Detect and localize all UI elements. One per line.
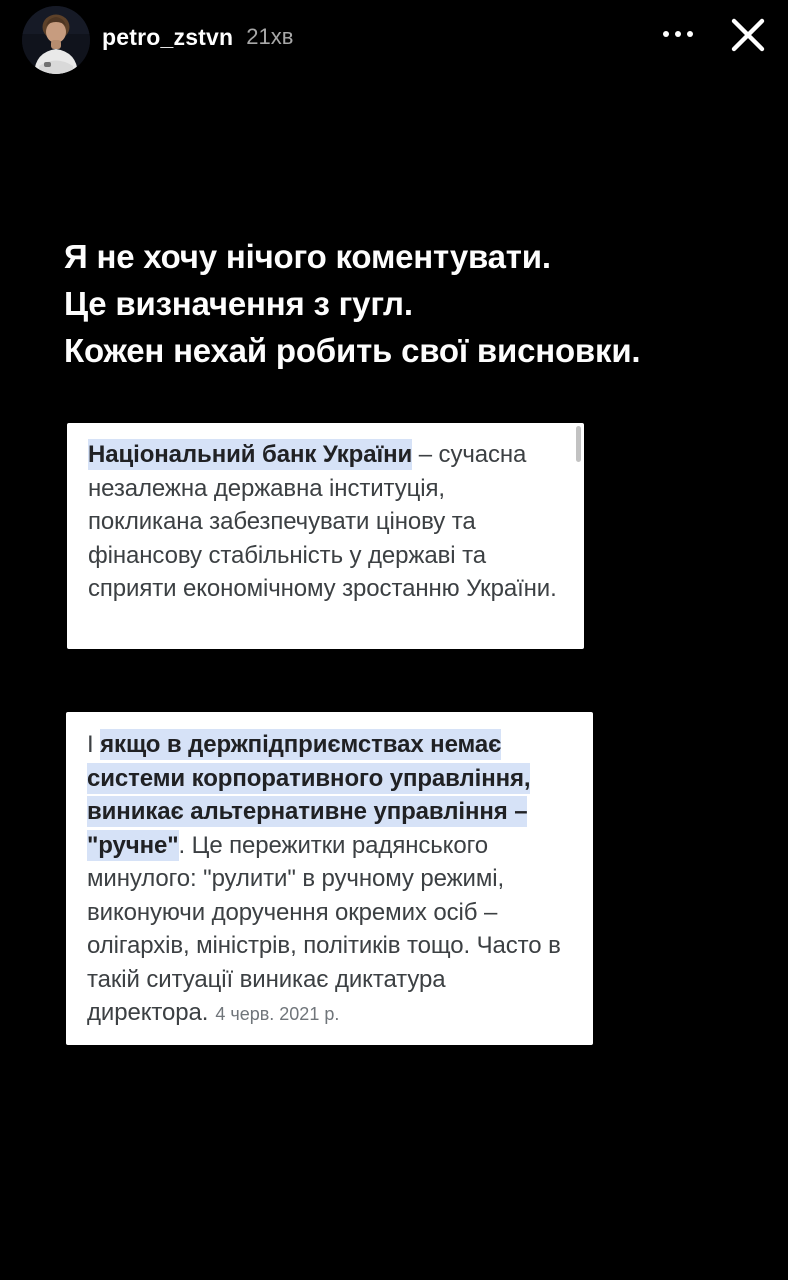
snippet-text-2 bbox=[87, 728, 575, 1032]
snippet-text-1 bbox=[88, 438, 564, 606]
snippet-date: 4 черв. 2021 р. bbox=[215, 1004, 340, 1024]
story-caption bbox=[64, 233, 744, 374]
close-icon[interactable] bbox=[722, 9, 774, 61]
story-timestamp: 21хв bbox=[246, 24, 294, 49]
caption-line-2: Це визначення з гугл. bbox=[64, 285, 413, 322]
snippet-body-1: – сучасна незалежна державна інституція, покликана забезпечувати цінову та фінансову стабільність у державі та сприяти економічному зростанню України. bbox=[88, 441, 557, 602]
highlighted-selection-2: якщо в держпідприємствах немає системи корпоративного управління, виникає альтернативне управління – "ручне" bbox=[87, 731, 531, 859]
snippet-body-2: . Це пережитки радянського минулого: "рулити" в ручному режимі, виконуючи доручення окремих осіб – олігархів, міністрів, політиків тощо. Часто в такій ситуації виникає диктатура директора. bbox=[87, 831, 561, 1026]
caption-line-1: Я не хочу нічого коментувати. bbox=[64, 238, 551, 275]
snippet-prefix-2: І bbox=[87, 731, 101, 758]
username[interactable]: petro_zstvn bbox=[102, 23, 234, 50]
google-snippet-card-2 bbox=[66, 712, 593, 1045]
highlighted-selection-1: Національний банк України bbox=[88, 441, 413, 468]
avatar-photo bbox=[22, 6, 90, 74]
avatar[interactable] bbox=[22, 6, 90, 74]
scrollbar-thumb bbox=[576, 426, 581, 462]
more-options-icon[interactable] bbox=[656, 18, 700, 50]
story-header bbox=[0, 0, 788, 80]
google-snippet-card-1 bbox=[67, 423, 584, 649]
user-info bbox=[102, 0, 293, 74]
caption-line-3: Кожен нехай робить свої висновки. bbox=[64, 332, 641, 369]
